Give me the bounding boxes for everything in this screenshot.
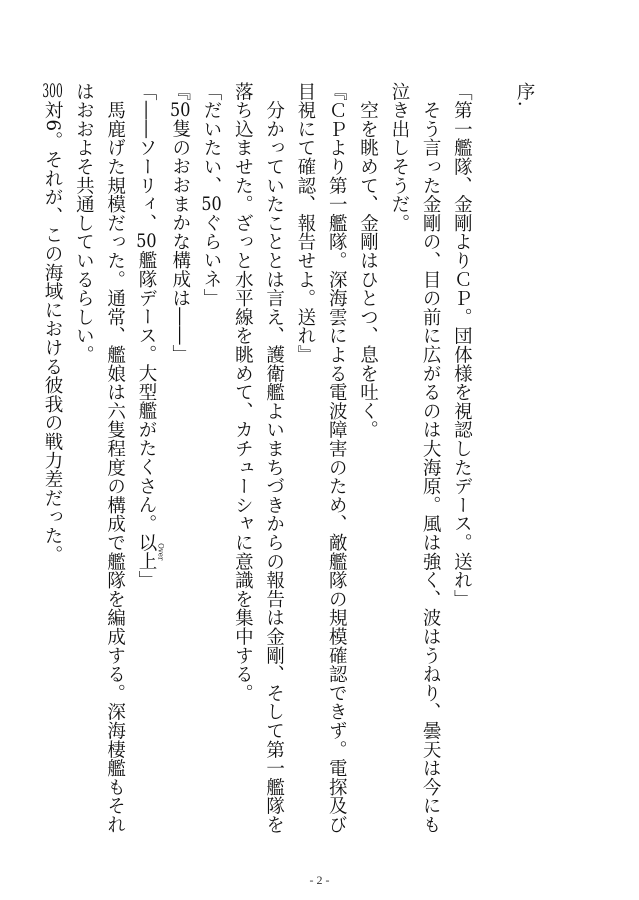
text-line: はおおよそ共通しているらしい。 xyxy=(73,82,95,364)
text-segment: ぐらいネ」 xyxy=(201,213,223,308)
text-line: 馬鹿げた規模だった。通常、艦娘は六隻程度の構成で艦隊を編成する。深海棲艦もそれ xyxy=(104,82,126,834)
text-line xyxy=(131,82,165,862)
text-segment: 艦隊デース。大型艦がたくさん。 xyxy=(135,250,157,533)
upright-number: 300 xyxy=(42,82,63,101)
upright-number: 50 xyxy=(136,232,157,251)
text-line xyxy=(477,82,508,862)
text-segment: 「だいたい、 xyxy=(201,82,223,195)
upright-number: 50 xyxy=(201,194,222,214)
text-segment: 対 xyxy=(42,100,64,120)
text-line xyxy=(37,82,68,862)
text-line xyxy=(196,82,227,862)
text-line: 目視にて確認、報告せよ。送れ』 xyxy=(294,82,316,364)
ruby-text: Over xyxy=(156,532,165,571)
chapter-title: 序. xyxy=(514,82,535,107)
ruby-annotation xyxy=(135,532,165,571)
ruby-base: 以上 xyxy=(135,532,157,571)
text-line xyxy=(164,82,195,862)
text-segment: 。それが、この海域における彼我の戦力差だった。 xyxy=(42,131,64,564)
text-segment: 『 xyxy=(169,82,191,101)
text-line: 『ＣＰより第一艦隊。深海雲による電波障害のため、敵艦隊の規模確認できず。電探及び xyxy=(326,82,348,834)
text-segment: 「――ソーリィ、 xyxy=(135,82,157,233)
text-line: 落ち込ませた。ざっと水平線を眺めて、カチューシャに意識を集中する。 xyxy=(232,82,254,703)
text-segment: 」 xyxy=(135,570,157,590)
text-segment: 隻のおおまかな構成は――」 xyxy=(169,119,191,364)
text-line: 分かっていたこととは言え、護衛艦よいまちづきからの報告は金剛、そして第一艦隊を xyxy=(263,82,285,834)
text-line: そう言った金剛の、目の前に広がるのは大海原。風は強く、波はうねり、曇天は今にも xyxy=(420,82,442,834)
upright-number: 6 xyxy=(42,119,64,132)
text-line: 空を眺めて、金剛はひとつ、息を吐く。 xyxy=(357,82,379,440)
text-line: 泣き出しそうだ。 xyxy=(388,82,410,233)
vertical-text-body xyxy=(42,82,540,862)
upright-number: 50 xyxy=(170,100,191,120)
text-line: 「第一艦隊、金剛よりＣＰ。団体様を視認したデース。送れ」 xyxy=(451,82,473,609)
page-number: - 2 - xyxy=(309,873,330,887)
